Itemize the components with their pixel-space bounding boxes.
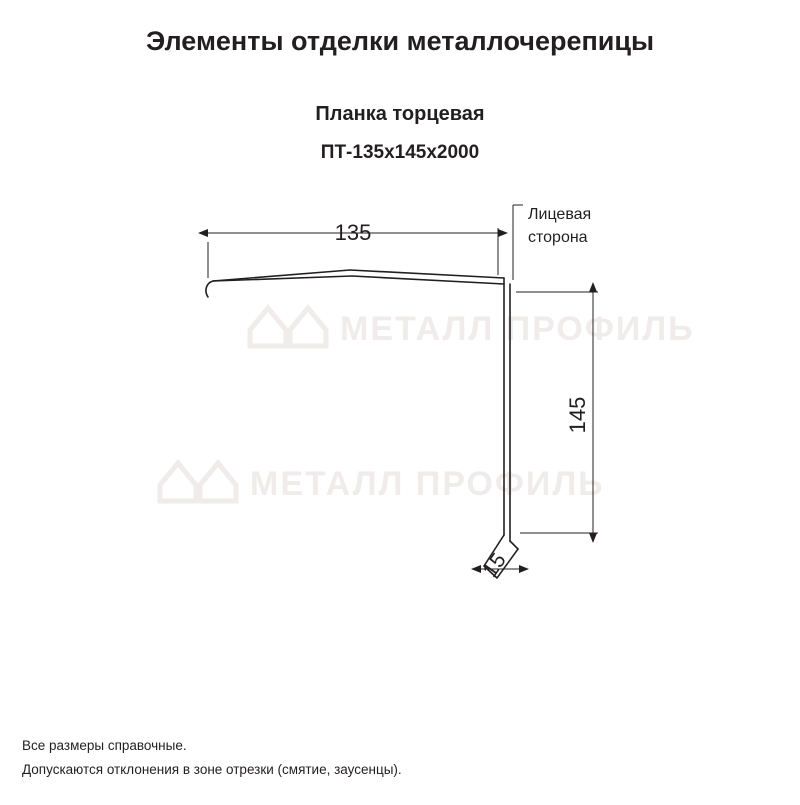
- dimension-width-label: 135: [334, 220, 372, 245]
- svg-text:МЕТАЛЛ ПРОФИЛЬ: МЕТАЛЛ ПРОФИЛЬ: [340, 310, 695, 348]
- footnote-line-1: Все размеры справочные.: [22, 738, 187, 753]
- footnote-line-2: Допускаются отклонения в зоне отрезки (смятие, заусенцы).: [22, 762, 402, 777]
- dimension-lip-label: 15: [478, 549, 511, 582]
- product-code: ПТ-135x145x2000: [320, 142, 480, 163]
- page-title: Элементы отделки металлочерепицы: [145, 26, 655, 56]
- dimension-height-label: 145: [565, 396, 590, 434]
- face-side-label-line2: сторона: [528, 229, 588, 246]
- face-side-label-line1: Лицевая: [528, 206, 592, 223]
- svg-text:МЕТАЛЛ ПРОФИЛЬ: МЕТАЛЛ ПРОФИЛЬ: [250, 465, 605, 503]
- product-name: Планка торцевая: [315, 103, 485, 125]
